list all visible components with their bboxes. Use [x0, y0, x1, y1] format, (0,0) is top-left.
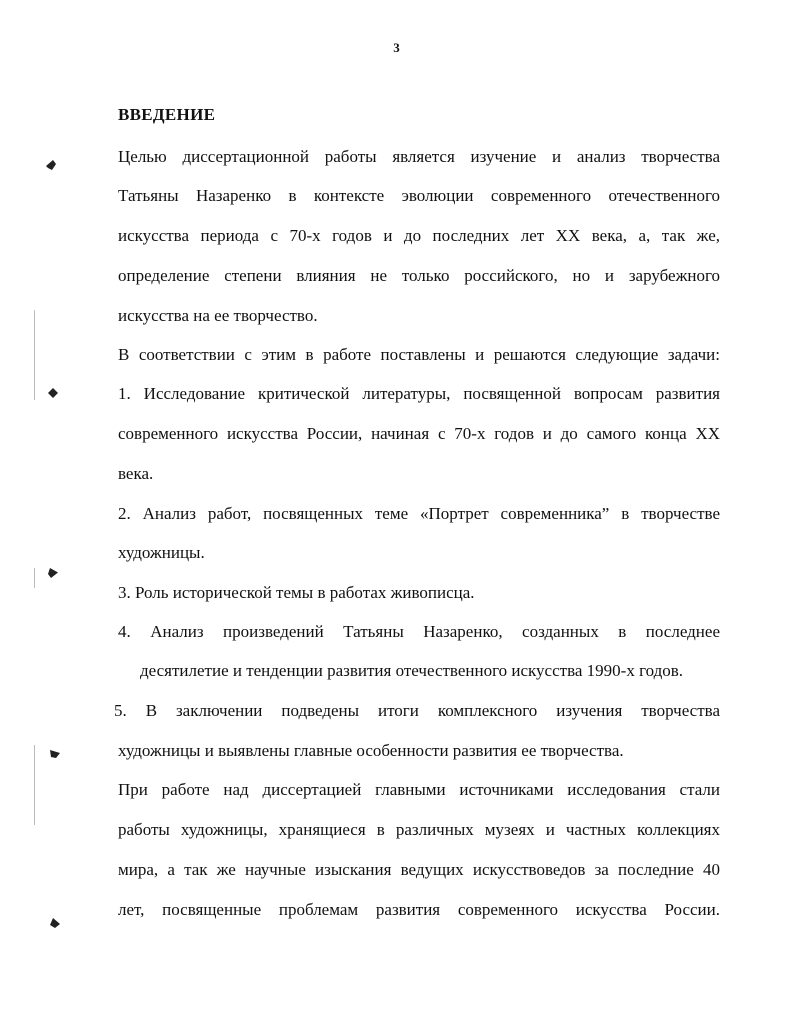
text-line: искусства периода с 70-х годов и до последних лет XX века, а, так же,: [118, 226, 720, 245]
text-line: 2. Анализ работ, посвященных теме «Портрет современника” в творчестве: [118, 504, 720, 523]
scan-margin-line: [34, 745, 35, 825]
scan-margin-line: [34, 310, 35, 400]
text-line: художницы и выявлены главные особенности развития ее творчества.: [118, 741, 624, 760]
text-line: определение степени влияния не только российского, но и зарубежного: [118, 266, 720, 285]
section-heading: ВВЕДЕНИЕ: [118, 105, 216, 124]
scan-mark-icon: [46, 160, 56, 170]
text-line: 1. Исследование критической литературы, посвященной вопросам развития: [118, 384, 720, 403]
scan-mark-icon: [48, 568, 58, 578]
text-line: При работе над диссертацией главными источниками исследования стали: [118, 780, 720, 799]
page-number: 3: [393, 40, 400, 55]
text-line: Татьяны Назаренко в контексте эволюции современного отечественного: [118, 186, 720, 205]
text-line: Целью диссертационной работы является изучение и анализ творчества: [118, 147, 720, 166]
text-line: искусства на ее творчество.: [118, 306, 318, 325]
scan-margin-line: [34, 568, 35, 588]
text-line: лет, посвященные проблемам развития современного искусства России.: [118, 900, 720, 919]
text-line: В соответствии с этим в работе поставлены и решаются следующие задачи:: [118, 345, 720, 364]
text-line: десятилетие и тенденции развития отечественного искусства 1990-х годов.: [140, 661, 684, 680]
text-line: мира, а так же научные изыскания ведущих искусствоведов за последние 40: [118, 860, 720, 879]
text-line: художницы.: [118, 543, 205, 562]
text-line: работы художницы, хранящиеся в различных музеях и частных коллекциях: [118, 820, 720, 839]
text-line: 4. Анализ произведений Татьяны Назаренко, созданных в последнее: [118, 622, 720, 641]
scan-mark-icon: [48, 388, 58, 398]
text-line: современного искусства России, начиная с 70-х годов и до самого конца XX: [118, 424, 720, 443]
text-line: 3. Роль исторической темы в работах живописца.: [118, 583, 475, 602]
scan-mark-icon: [50, 918, 60, 928]
text-line: 5. В заключении подведены итоги комплексного изучения творчества: [114, 701, 720, 720]
scan-mark-icon: [50, 748, 60, 758]
text-line: века.: [118, 464, 154, 483]
